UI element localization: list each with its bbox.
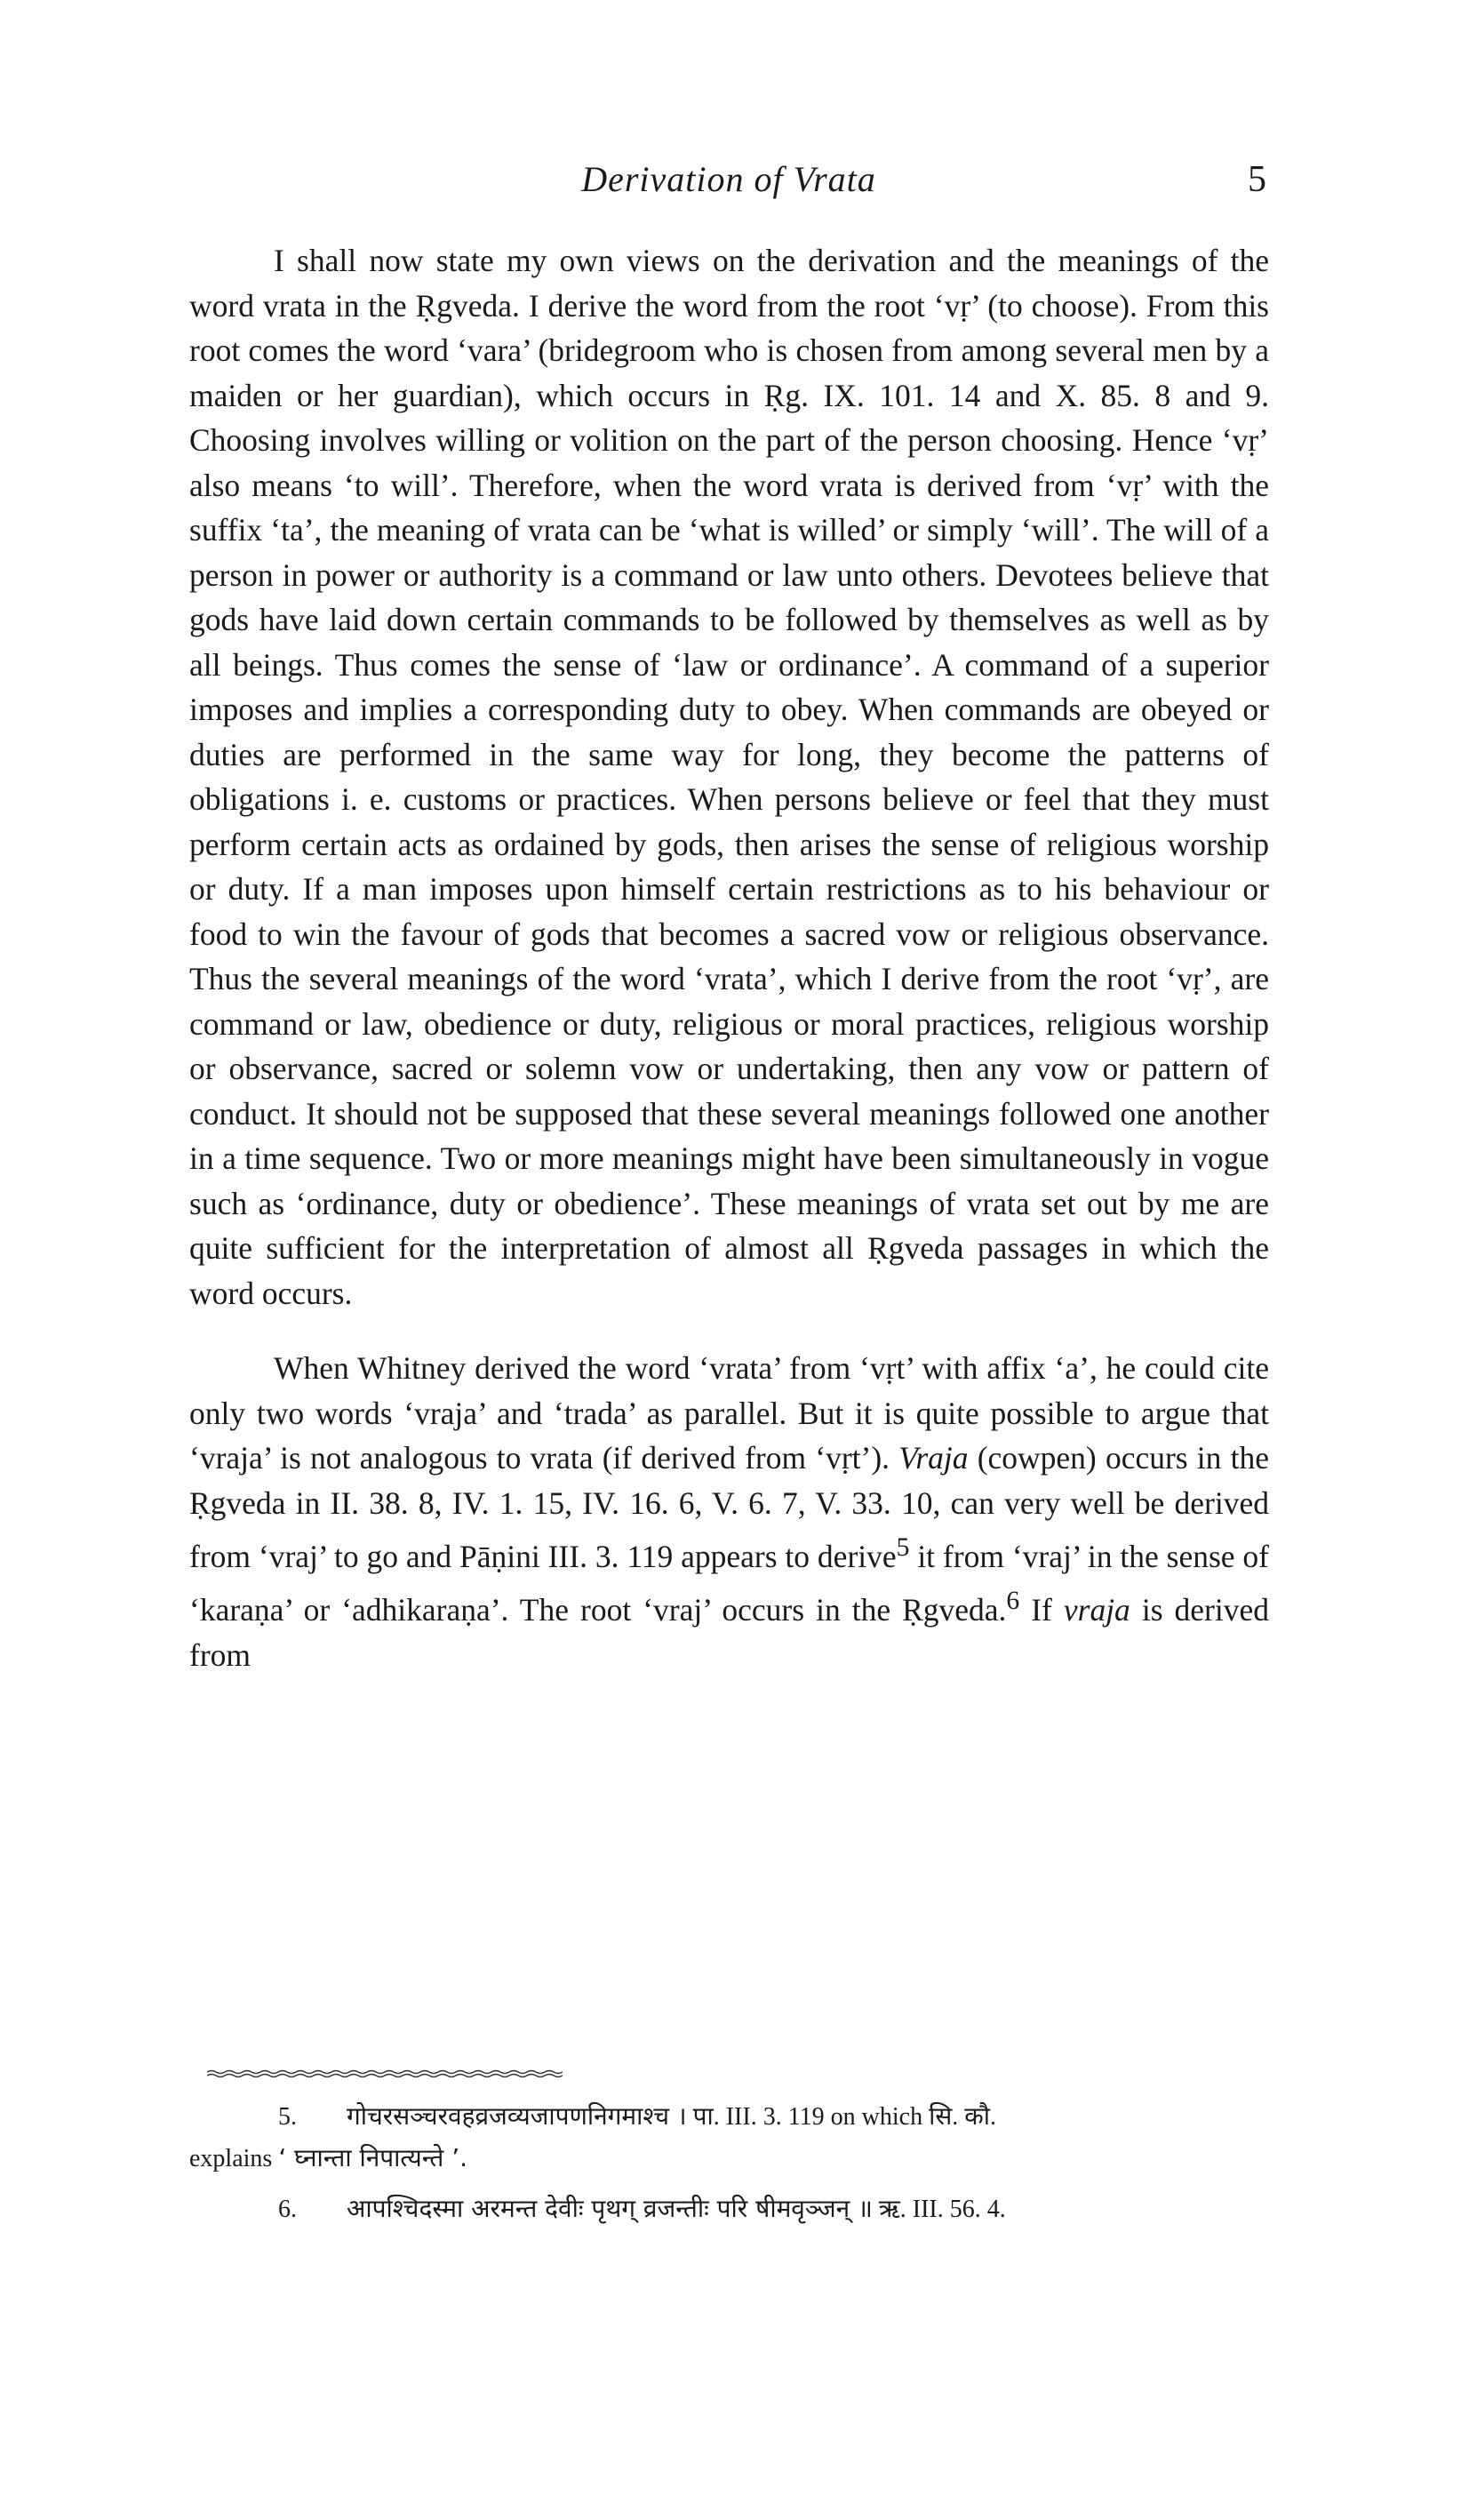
- paragraph-2: [189, 1346, 1269, 1677]
- footnote-6-sanskrit: आपश्चिदस्मा अरमन्त देवीः पृथग् व्रजन्तीः परि षीमवृञ्जन् ॥: [347, 2194, 873, 2223]
- paragraph-2-part-2: (cowpen) occurs in the Ṛgveda in II. 38. 8, IV. 1. 15, IV. 16. 6, V. 6. 7, V. 33. 10, can very well be derived from ‘vraj’ to go and Pāṇini III. 3. 119 appears to derive: [189, 1440, 1269, 1574]
- running-title: Derivation of Vrata: [581, 159, 876, 199]
- footnote-rule: [207, 2069, 563, 2078]
- footnote-5-reference: पा. III. 3. 119 on which सि. कौ.: [692, 2103, 997, 2131]
- footnote-5: [189, 2096, 1269, 2138]
- footnote-5-continuation: [189, 2138, 1269, 2180]
- footnote-5-number: 5.: [278, 2103, 297, 2131]
- paragraph-1: I shall now state my own views on the derivation and the meanings of the word vrata in the Ṛgveda. I derive the word from the root ‘vṛ’ (to choose). From this root comes the word ‘vara’ (bridegroom who is chosen from among several men by a maiden or her guardian), which occurs in Ṛg. IX. 101. 14 and X. 85. 8 and 9. Choosing involves willing or volition on the part of the person choosing. Hence ‘vṛ’ also means ‘to will’. Therefore, when the word vrata is derived from ‘vṛ’ with the suffix ‘ta’, the meaning of vrata can be ‘what is willed’ or simply ‘will’. The will of a person in power or authority is a command or law unto others. Devotees believe that gods have laid down certain commands to be followed by themselves as well as by all beings. Thus comes the sense of ‘law or ordinance’. A command of a superior imposes and implies a corresponding duty to obey. When commands are obeyed or duties are performed in the same way for long, they become the patterns of obligations i. e. customs or practices. When persons believe or feel that they must perform certain acts as ordained by gods, then arises the sense of religious worship or duty. If a man imposes upon himself certain restrictions as to his behaviour or food to win the favour of gods that becomes a sacred vow or religious observance. Thus the several meanings of the word ‘vrata’, which I derive from the root ‘vṛ’, are command or law, obedience or duty, religious or moral practices, religious worship or observance, sacred or solemn vow or undertaking, then any vow or pattern of conduct. It should not be supposed that these several meanings followed one another in a time sequence. Two or more meanings might have been simultaneously in vogue such as ‘ordinance, duty or obedience’. These meanings of vrata set out by me are quite sufficient for the interpretation of almost all Ṛgveda passages in which the word occurs.: [189, 243, 1269, 1311]
- footnotes: [189, 2096, 1269, 2230]
- footnote-ref-5: 5: [896, 1533, 910, 1562]
- footnote-5-gloss: ‘ घ्नान्ता निपात्यन्ते ’.: [278, 2143, 468, 2172]
- footnote-ref-6: 6: [1006, 1587, 1020, 1616]
- footnote-6-reference: ऋ. III. 56. 4.: [878, 2196, 1006, 2223]
- page-number: 5: [1248, 159, 1266, 200]
- footnote-6-number: 6.: [278, 2196, 297, 2223]
- running-head: [191, 158, 1266, 212]
- term-vraja: Vraja: [898, 1440, 969, 1476]
- paragraph-2-part-4: If: [1019, 1592, 1064, 1628]
- footnote-5-sanskrit: गोचरसञ्चरवहव्रजव्यजापणनिगमाश्च ।: [347, 2101, 687, 2131]
- paragraph-2-part-3: it from ‘vraj’ in the sense of ‘karaṇa’ or ‘adhikaraṇa’. The root ‘vraj’ occurs in the Ṛgveda.: [189, 1538, 1269, 1628]
- footnote-5-explains: explains: [189, 2145, 273, 2172]
- body-text: [189, 238, 1269, 1677]
- footnote-6: [189, 2188, 1269, 2230]
- paragraph-2-part-5: is derived from: [189, 1592, 1269, 1673]
- term-vraja-2: vraja: [1063, 1592, 1130, 1628]
- paragraph-2-part-1: When Whitney derived the word ‘vrata’ from ‘vṛt’ with affix ‘a’, he could cite only two words ‘vraja’ and ‘trada’ as parallel. But it is quite possible to argue that ‘vraja’ is not analogous to vrata (if derived from ‘vṛt’).: [189, 1350, 1269, 1476]
